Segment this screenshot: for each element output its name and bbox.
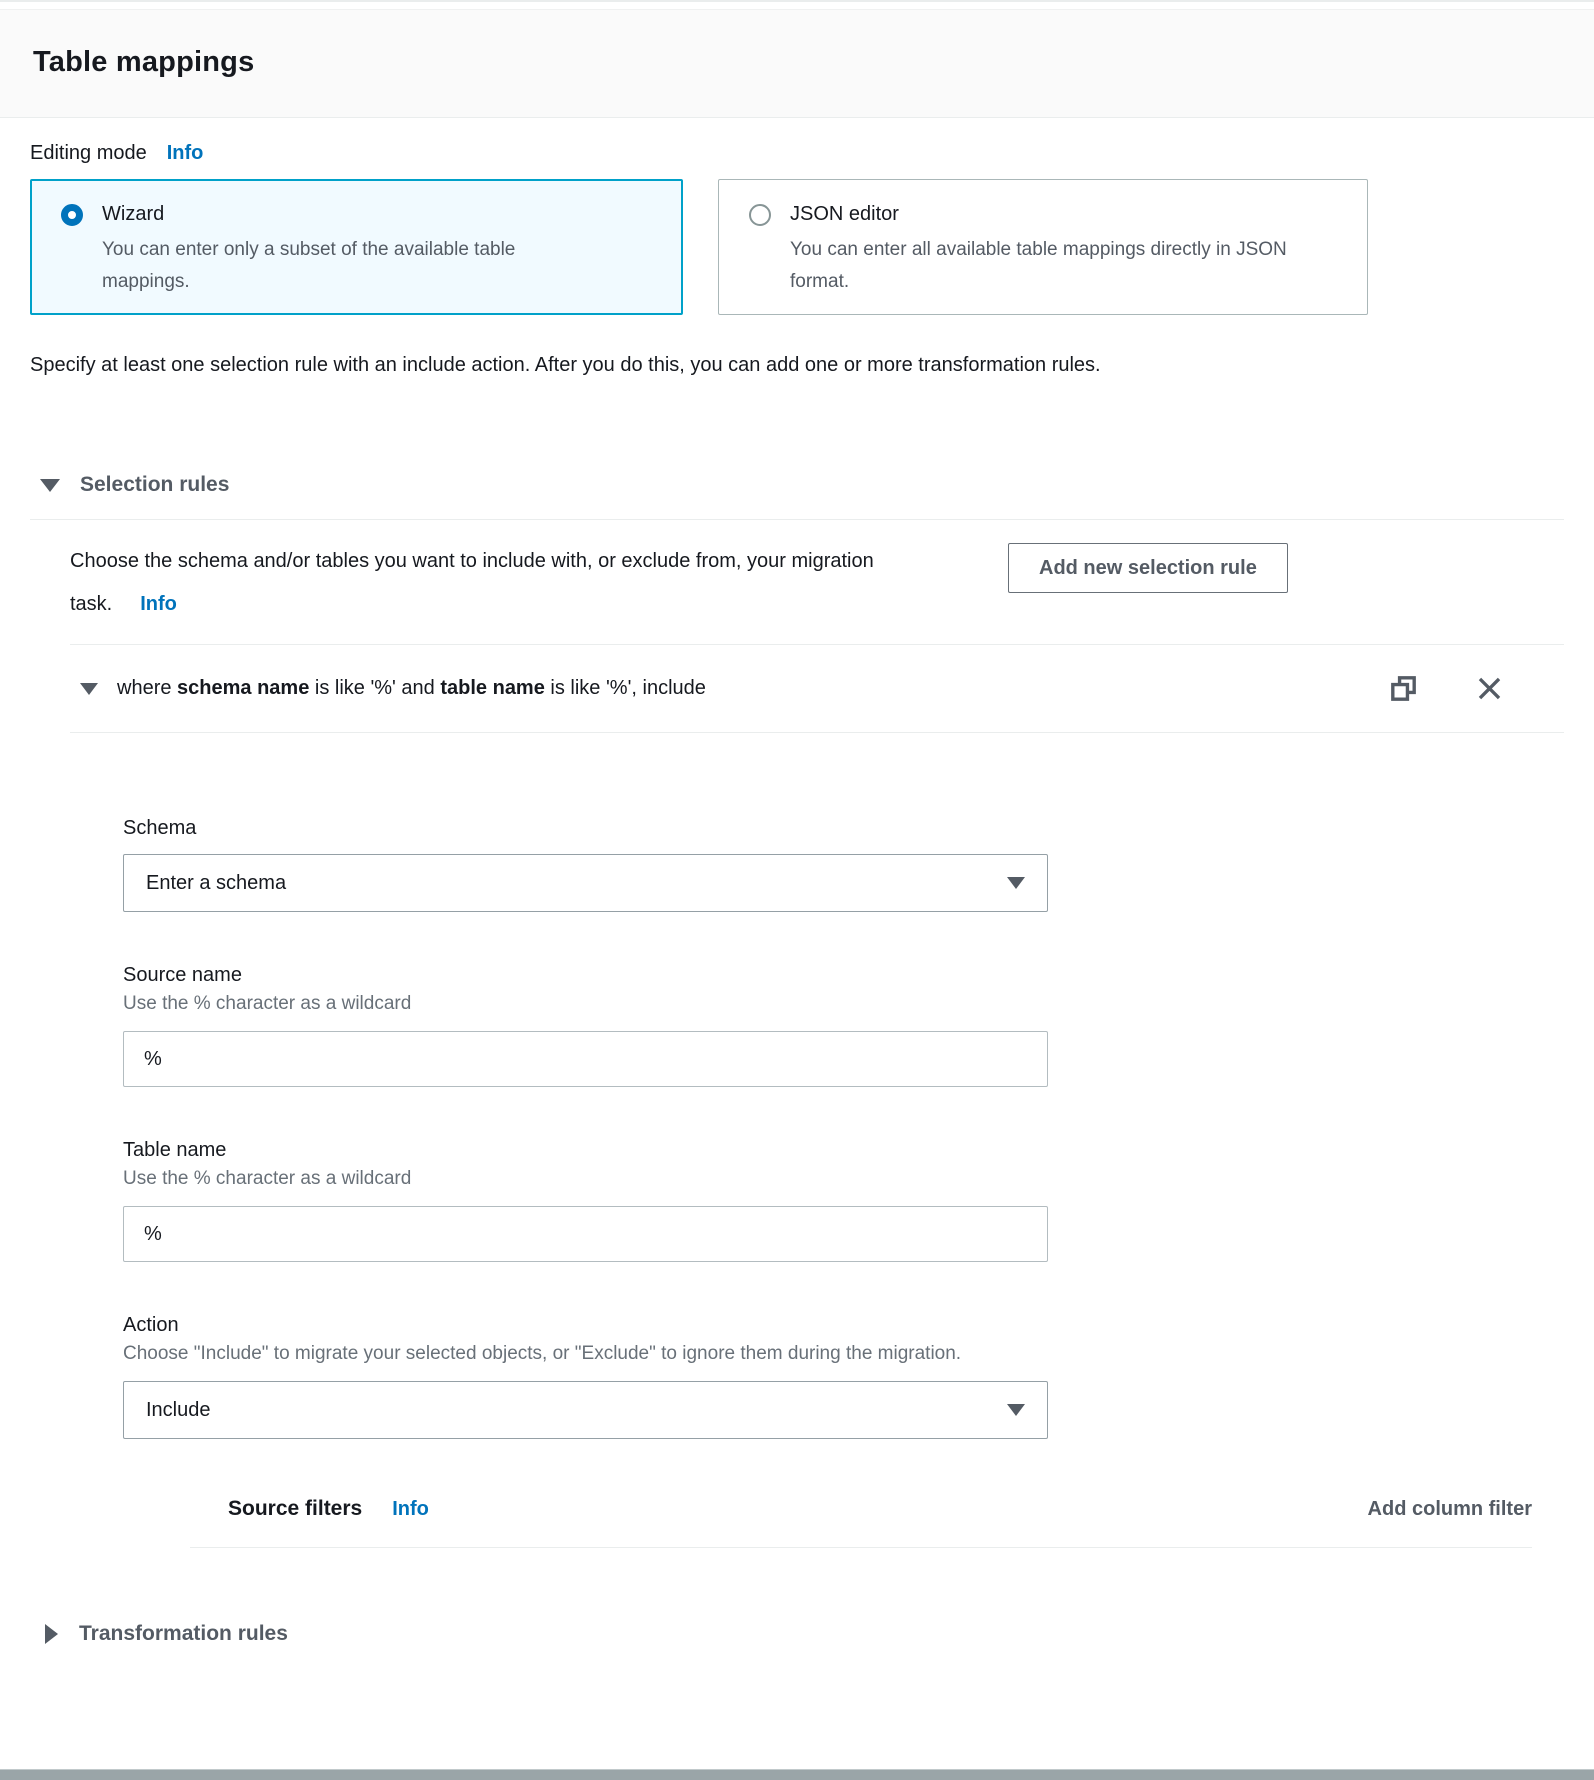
- schema-label: Schema: [123, 817, 197, 839]
- selection-rules-description: Choose the schema and/or tables you want to include with, or exclude from, your migration task. Info: [70, 550, 874, 615]
- transformation-rules-section-header[interactable]: [45, 1622, 1564, 1646]
- add-new-selection-rule-button[interactable]: Add new selection rule: [1008, 543, 1288, 593]
- chevron-down-icon: [40, 479, 60, 492]
- page-title: Table mappings: [33, 46, 255, 78]
- rule-chevron-down-icon[interactable]: [80, 683, 98, 695]
- json-editor-option-description: You can enter all available table mappings directly in JSON format.: [790, 239, 1287, 292]
- source-name-label: Source name: [123, 964, 242, 986]
- editing-mode-label: Editing mode: [30, 142, 147, 164]
- page-top-divider: [0, 0, 1594, 2]
- selection-rules-info-link[interactable]: Info: [140, 593, 177, 615]
- editing-mode-radio-group: [30, 179, 1564, 315]
- close-icon: [1477, 689, 1502, 704]
- table-mappings-header: [0, 9, 1594, 118]
- json-editor-option-label: JSON editor: [790, 203, 899, 225]
- table-name-hint: Use the % character as a wildcard: [123, 1168, 412, 1189]
- json-editor-option-card[interactable]: [718, 179, 1368, 315]
- table-name-input[interactable]: [123, 1206, 1048, 1262]
- table-name-label: Table name: [123, 1139, 227, 1161]
- wizard-option-card[interactable]: [30, 179, 683, 315]
- source-filters-title: Source filters: [228, 1497, 363, 1520]
- source-filters-info-link[interactable]: Info: [392, 1498, 429, 1520]
- copy-icon: [1390, 690, 1417, 705]
- wizard-radio-button[interactable]: [61, 204, 83, 226]
- caret-down-icon: [1007, 877, 1025, 889]
- action-select[interactable]: [123, 1381, 1048, 1439]
- rule-summary-text: where schema name is like '%' and table name is like '%', include: [117, 677, 706, 699]
- action-hint: Choose "Include" to migrate your selected objects, or "Exclude" to ignore them during the migration.: [123, 1343, 962, 1364]
- action-label: Action: [123, 1314, 179, 1336]
- source-name-input[interactable]: [123, 1031, 1048, 1087]
- action-select-value: Include: [146, 1398, 211, 1421]
- chevron-right-icon: [45, 1624, 58, 1644]
- wizard-option-label: Wizard: [102, 203, 165, 225]
- duplicate-rule-button[interactable]: [1390, 675, 1417, 702]
- editing-mode-info-link[interactable]: Info: [166, 142, 204, 164]
- schema-select-value: Enter a schema: [146, 871, 287, 894]
- source-name-hint: Use the % character as a wildcard: [123, 993, 412, 1014]
- remove-rule-button[interactable]: [1477, 676, 1502, 701]
- schema-select[interactable]: [123, 854, 1048, 912]
- selection-rules-intro-text: Specify at least one selection rule with an include action. After you do this, you can add one or more transformation rules.: [30, 354, 1101, 376]
- json-editor-radio-button[interactable]: [749, 204, 771, 226]
- add-column-filter-button[interactable]: Add column filter: [1367, 1498, 1532, 1520]
- selection-rules-section-header[interactable]: [30, 473, 1564, 520]
- transformation-rules-title: Transformation rules: [79, 1622, 288, 1645]
- selection-rules-title: Selection rules: [80, 473, 230, 496]
- page-bottom-edge: [0, 1769, 1594, 1780]
- caret-down-icon: [1007, 1404, 1025, 1416]
- wizard-option-description: You can enter only a subset of the available table mappings.: [102, 239, 516, 292]
